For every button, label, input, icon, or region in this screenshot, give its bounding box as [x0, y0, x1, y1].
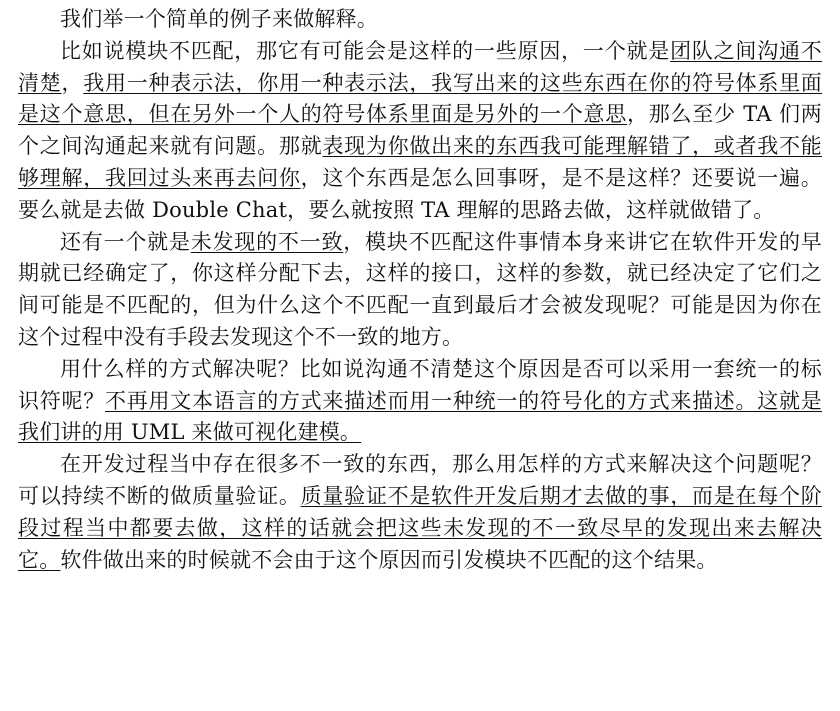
text-span: 还有一个就是: [60, 229, 191, 254]
text-span: 我们举一个简单的例子来做解释。: [60, 7, 378, 31]
text-span: ，模块不匹配这件事情本身来讲它在软件开发的早期就已经确定了，你这样分配下去，这样的接口，这样的参数，就已经决定了它们之间可能是不匹配的，但为什么这个不匹配一直到最后才会被发现呢？可能是因为你在这个过程中没有手段去发现这个不一致的地方。: [18, 229, 822, 349]
paragraph: [18, 227, 822, 354]
text-span: 在开发过程当中存在很多不一致的东西，那么用怎样的方式来解决这个问题呢？可以持续不断的做质量验证。: [18, 452, 822, 508]
paragraph: [18, 36, 822, 227]
paragraph: [18, 354, 822, 449]
underlined-text-span: 不再用文本语言的方式来描述而用一种统一的符号化的方式来描述。这就是我们讲的用 UML 来做可视化建模。: [18, 388, 822, 445]
text-span: 比如说模块不匹配，那它有可能会是这样的一些原因，一个就是: [60, 38, 671, 63]
underlined-text-span: 团队之间沟通不清楚: [18, 38, 822, 95]
underlined-text-span: 我用一种表示法，你用一种表示法，我写出来的这些东西在你的符号体系里面是这个意思，但在另外一个人的符号体系里面是另外的一个意思: [18, 70, 823, 127]
underlined-text-span: 质量验证不是软件开发后期才去做的事，而是在每个阶段过程当中都要去做，这样的话就会把这些未发现的不一致尽早的发现出来去解决它。: [18, 483, 822, 572]
paragraph: [18, 4, 822, 36]
underlined-text-span: 表现为你做出来的东西我可能理解错了，或者我不能够理解，我回过头来再去问你: [18, 134, 822, 190]
text-span: 软件做出来的时候就不会由于这个原因而引发模块不匹配的这个结果。: [60, 547, 718, 572]
text-span: ，这个东西是怎么回事呀，是不是这样？还要说一遍。要么就是去做 Double Chat，要么就按照 TA 理解的思路去做，这样就做错了。: [18, 165, 822, 222]
paragraph: [18, 449, 822, 576]
text-span: ，那么至少 TA 们两个之间沟通起来就有问题。那就: [18, 102, 822, 159]
document-body: [18, 4, 822, 576]
text-span: ，: [61, 70, 84, 95]
text-span: 用什么样的方式解决呢？比如说沟通不清楚这个原因是否可以采用一套统一的标识符呢？: [18, 356, 822, 413]
underlined-text-span: 未发现的不一致: [190, 229, 344, 254]
